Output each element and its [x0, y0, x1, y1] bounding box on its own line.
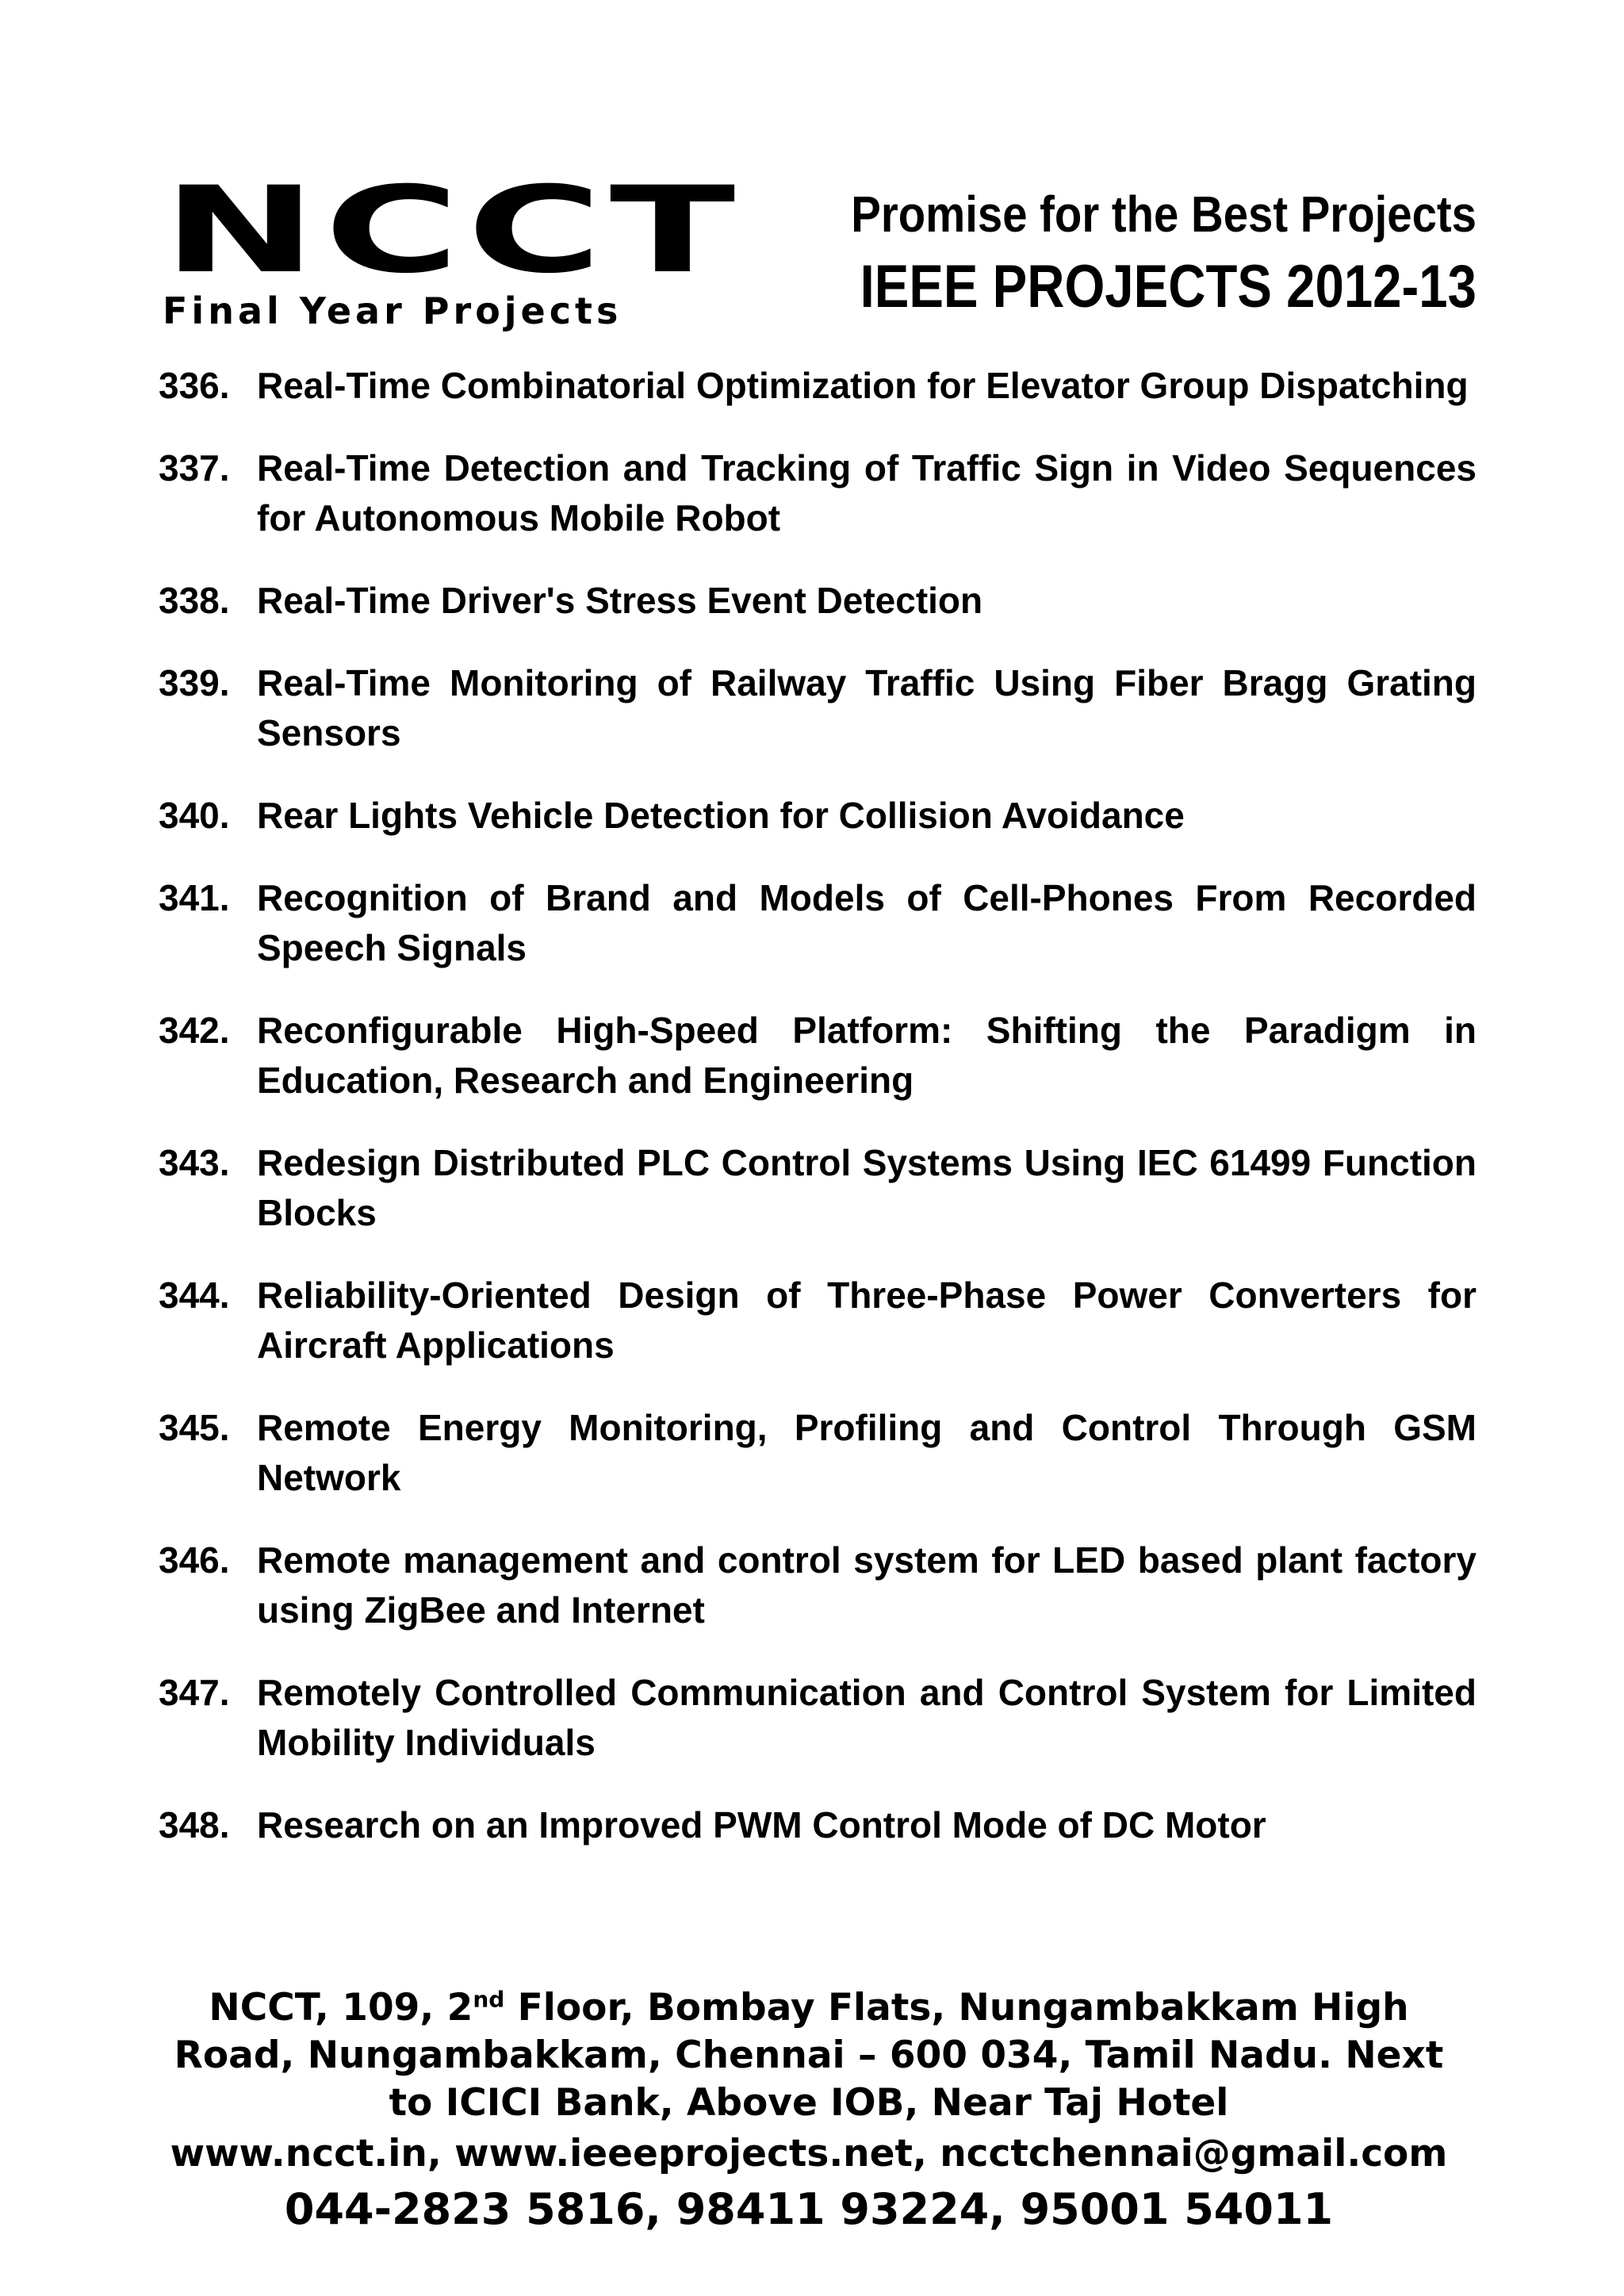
list-item: [159, 791, 1477, 841]
item-number: 347.: [159, 1672, 230, 1713]
item-number: 340.: [159, 795, 230, 836]
logo-subtitle: Final Year Projects: [163, 289, 622, 332]
list-item: [159, 1800, 1477, 1850]
item-number: 336.: [159, 365, 230, 406]
tagline: Promise for the Best Projects: [851, 186, 1477, 243]
list-item: [159, 658, 1477, 758]
list-item: [159, 1271, 1477, 1370]
item-number: 337.: [159, 447, 230, 489]
address-line-2: Road, Nungambakkam, Chennai – 600 034, Tamil Nadu. Next: [174, 2033, 1444, 2077]
item-number: 338.: [159, 580, 230, 621]
item-title: Real-Time Combinatorial Optimization for Elevator Group Dispatching: [257, 365, 1469, 406]
item-number: 339.: [159, 662, 230, 703]
item-number: 342.: [159, 1010, 230, 1051]
item-number: 344.: [159, 1274, 230, 1316]
item-title: Recognition of Brand and Models of Cell-Phones From Recorded Speech Signals: [257, 877, 1477, 968]
item-title: Remote management and control system for LED based plant factory using ZigBee and Internet: [257, 1539, 1477, 1631]
project-list: [159, 361, 1477, 1883]
address-line-3: to ICICI Bank, Above IOB, Near Taj Hotel: [389, 2081, 1229, 2125]
item-title: Real-Time Driver's Stress Event Detection: [257, 580, 983, 621]
list-item: [159, 443, 1477, 543]
item-title: Redesign Distributed PLC Control Systems Using IEC 61499 Function Blocks: [257, 1142, 1477, 1233]
header-tagline-block: [684, 181, 1477, 325]
page-heading: IEEE PROJECTS 2012-13: [860, 253, 1477, 320]
item-number: 346.: [159, 1539, 230, 1581]
contact-phones: 044-2823 5816, 98411 93224, 95001 54011: [284, 2184, 1334, 2234]
item-title: Real-Time Monitoring of Railway Traffic Using Fiber Bragg Grating Sensors: [257, 662, 1477, 753]
item-number: 341.: [159, 877, 230, 918]
logo-text: NCCT: [163, 162, 743, 300]
contact-footer: [143, 1984, 1475, 2238]
item-title: Reliability-Oriented Design of Three-Phase Power Converters for Aircraft Applications: [257, 1274, 1477, 1366]
address-line-1-start: NCCT, 109, 2: [209, 1986, 473, 2030]
list-item: [159, 361, 1477, 411]
list-item: [159, 1403, 1477, 1503]
floor-ordinal-suffix: nd: [473, 1986, 505, 2013]
item-number: 345.: [159, 1407, 230, 1448]
list-item: [159, 1006, 1477, 1106]
ncct-logo: [163, 162, 743, 333]
list-item: [159, 1535, 1477, 1635]
item-title: Research on an Improved PWM Control Mode of DC Motor: [257, 1804, 1266, 1846]
item-title: Reconfigurable High-Speed Platform: Shifting the Paradigm in Education, Research and Engineering: [257, 1010, 1477, 1101]
item-title: Rear Lights Vehicle Detection for Collision Avoidance: [257, 795, 1185, 836]
list-item: [159, 873, 1477, 973]
item-title: Remote Energy Monitoring, Profiling and Control Through GSM Network: [257, 1407, 1477, 1498]
item-title: Real-Time Detection and Tracking of Traffic Sign in Video Sequences for Autonomous Mobile Robot: [257, 447, 1477, 539]
address-line-1: [143, 1984, 1475, 2032]
item-title: Remotely Controlled Communication and Control System for Limited Mobility Individuals: [257, 1672, 1477, 1763]
list-item: [159, 576, 1477, 626]
contact-websites-email: www.ncct.in, www.ieeeprojects.net, ncctchennai@gmail.com: [170, 2132, 1448, 2175]
list-item: [159, 1138, 1477, 1238]
address-line-1-end: Floor, Bombay Flats, Nungambakkam High: [504, 1986, 1409, 2030]
item-number: 348.: [159, 1804, 230, 1846]
list-item: [159, 1668, 1477, 1768]
item-number: 343.: [159, 1142, 230, 1183]
